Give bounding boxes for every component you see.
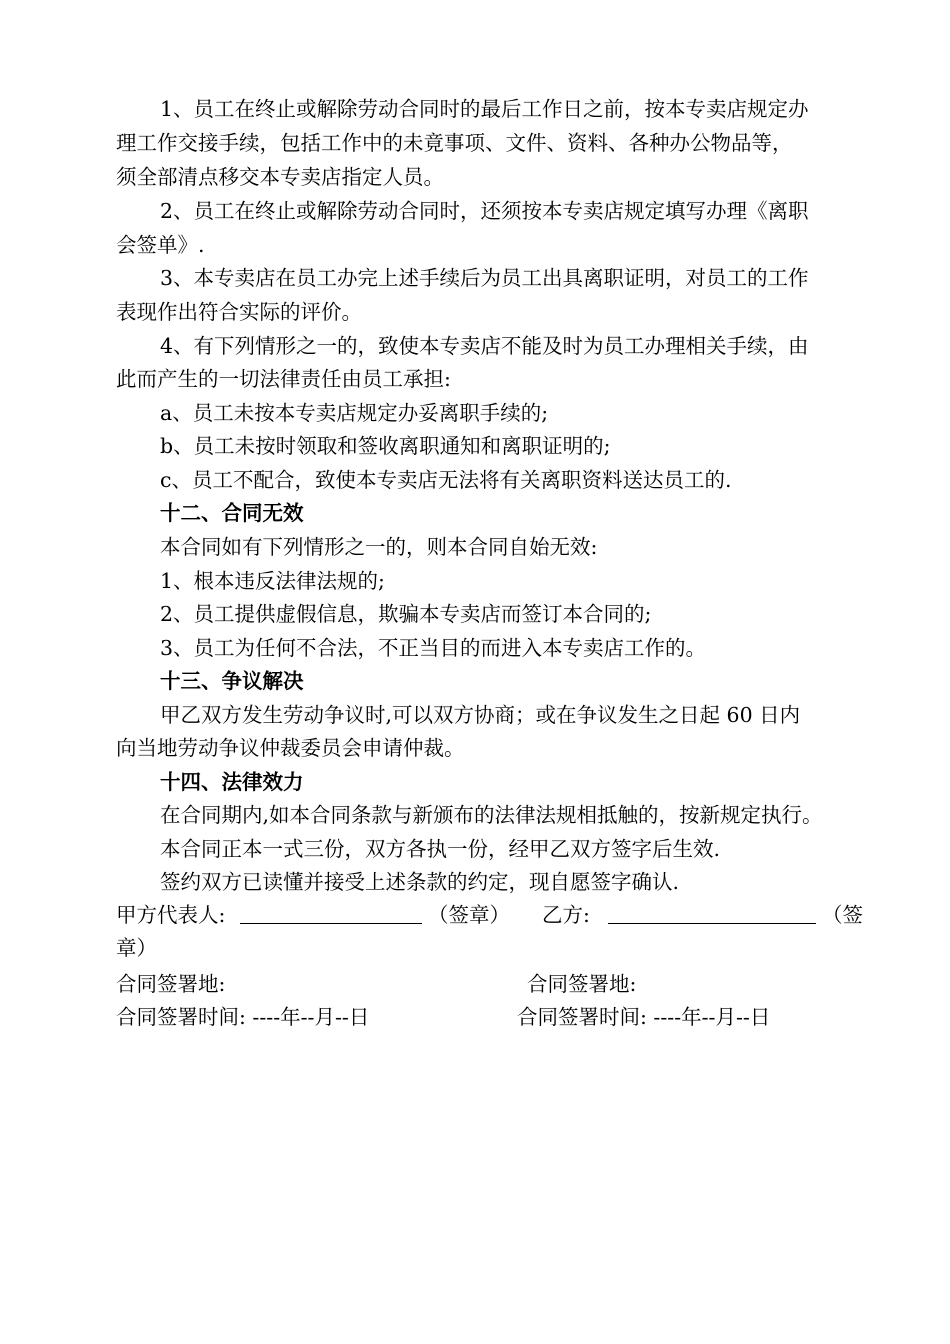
section-text: 本合同正本一式三份，双方各执一份，经甲乙双方签字后生效. [160,837,721,861]
section-text: 2、员工提供虚假信息，欺骗本专卖店而签订本合同的; [160,602,652,626]
clause-text: 4、有下列情形之一的，致使本专卖店不能及时为员工办理相关手续，由 [160,334,809,358]
party-b-seal-end: 章） [116,936,157,960]
clause-text: 1、员工在终止或解除劳动合同时的最后工作日之前，按本专卖店规定办 [160,97,809,121]
signing-place-b: 合同签署地: [527,972,637,996]
party-a-label: 甲方代表人: [116,903,226,927]
clause-text: c、员工不配合，致使本专卖店无法将有关离职资料送达员工的. [160,468,732,492]
section-heading: 十三、争议解决 [160,669,304,693]
section-heading: 十四、法律效力 [160,770,304,794]
section-text: 1、根本违反法律法规的; [160,569,385,593]
section-text: 在合同期内,如本合同条款与新颁布的法律法规相抵触的，按新规定执行。 [160,803,823,827]
party-a-seal: （签章） [428,903,510,927]
clause-text: 理工作交接手续，包括工作中的未竟事项、文件、资料、各种办公物品等， [116,131,793,155]
clause-text: 3、本专卖店在员工办完上述手续后为员工出具离职证明，对员工的工作 [160,266,809,290]
section-text: 本合同如有下列情形之一的，则本合同自始无效: [160,535,598,559]
party-b-signature-line[interactable] [608,901,816,924]
signing-time-a: 合同签署时间: ----年--月--日 [116,1005,370,1029]
party-a-signature-line[interactable] [240,901,422,924]
clause-text: 此而产生的一切法律责任由员工承担: [116,367,451,391]
clause-text: 2、员工在终止或解除劳动合同时，还须按本专卖店规定填写办理《离职 [160,199,809,223]
clause-text: b、员工未按时领取和签收离职通知和离职证明的; [160,434,611,458]
section-text: 3、员工为任何不合法，不正当目的而进入本专卖店工作的。 [160,636,707,660]
clause-text: a、员工未按本专卖店规定办妥离职手续的; [160,401,549,425]
party-a-signature-row [116,901,225,929]
signing-place-a: 合同签署地: [116,972,226,996]
section-heading: 十二、合同无效 [160,501,304,525]
clause-text: 会签单》. [116,233,205,257]
section-text: 签约双方已读懂并接受上述条款的约定，现自愿签字确认. [160,870,680,894]
clause-text: 须全部清点移交本专卖店指定人员。 [116,165,444,189]
section-text: 向当地劳动争议仲裁委员会申请仲裁。 [116,736,465,760]
section-text: 甲乙双方发生劳动争议时,可以双方协商；或在争议发生之日起 60 日内 [160,703,801,727]
signing-time-b: 合同签署时间: ----年--月--日 [517,1005,771,1029]
party-b-seal-start: （签 [822,903,863,927]
party-b-label: 乙方: [542,903,590,927]
clause-text: 表现作出符合实际的评价。 [116,300,362,324]
